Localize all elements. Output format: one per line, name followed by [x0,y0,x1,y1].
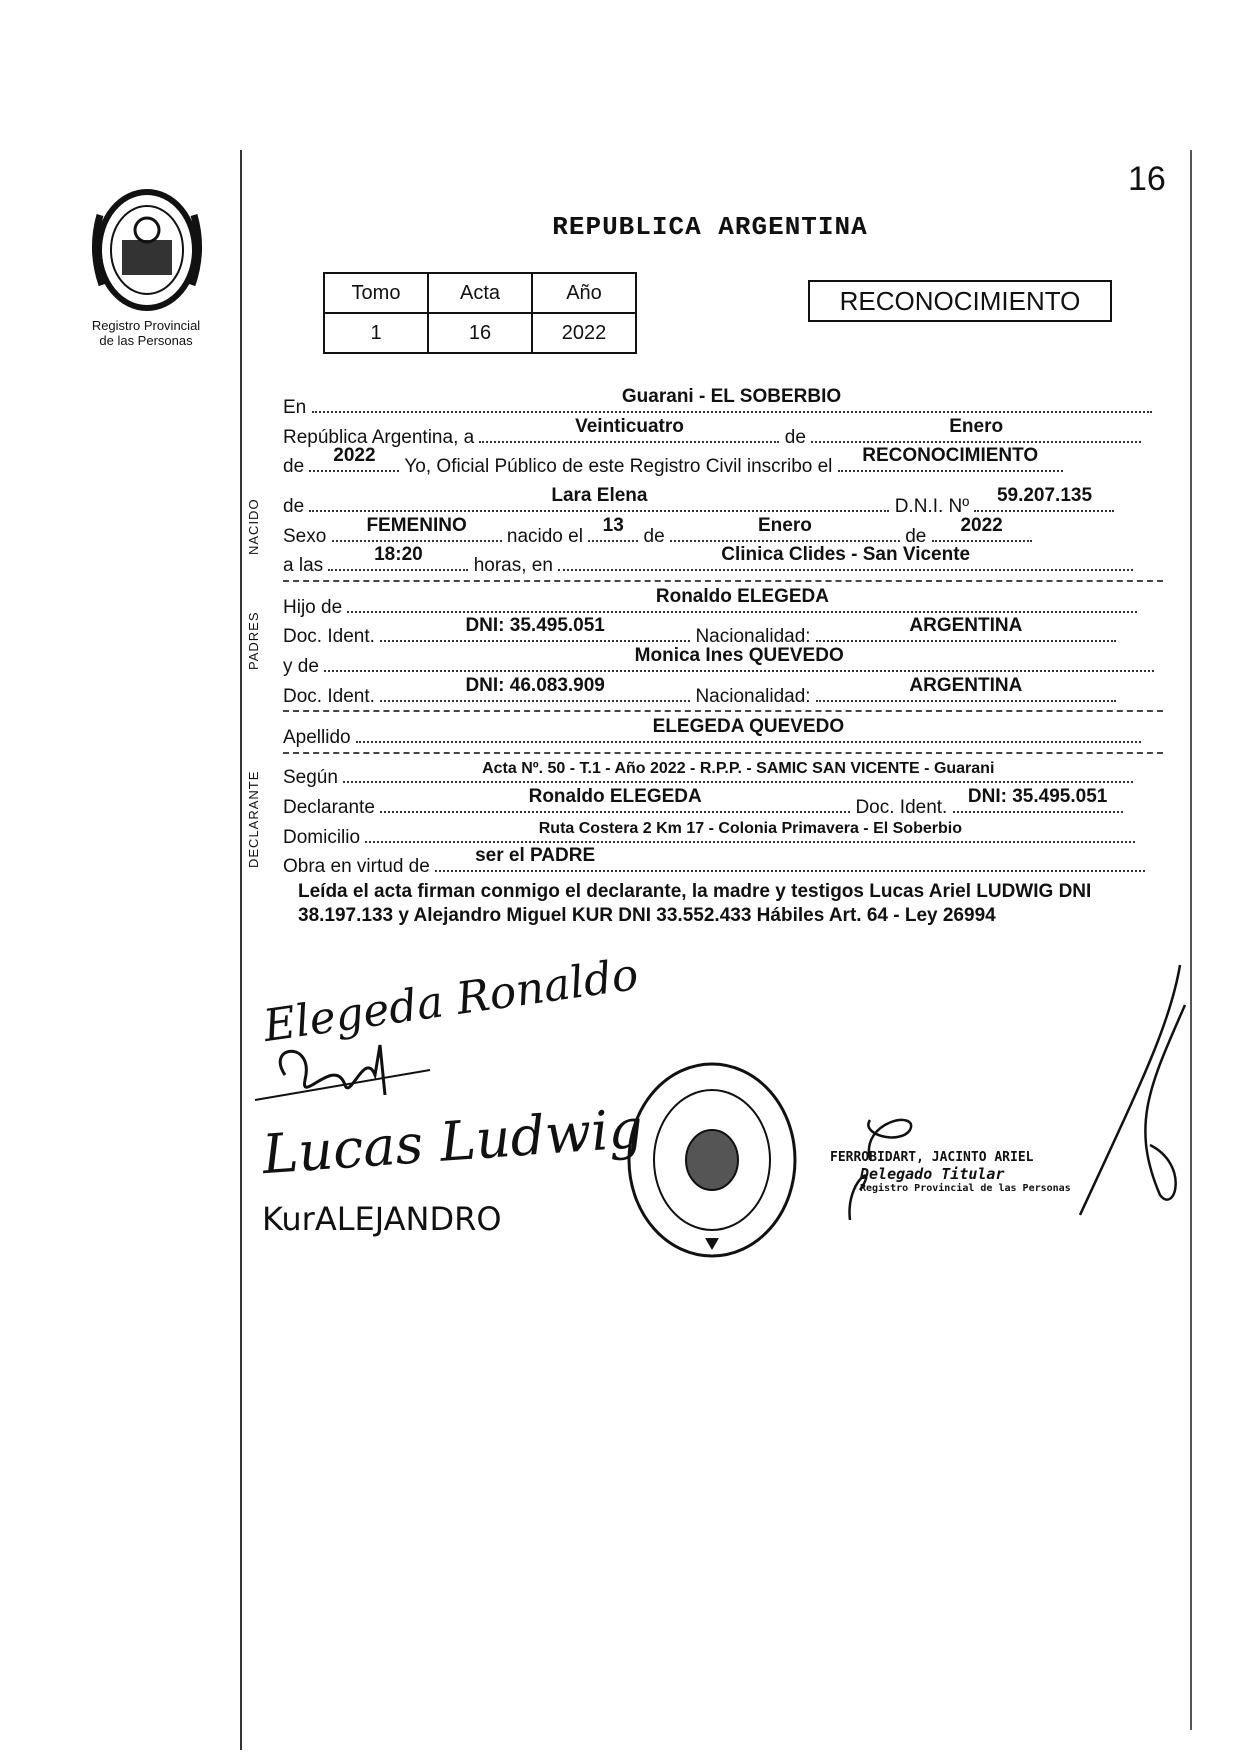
signature-testigo-kur: KurALEJANDRO [262,1200,502,1238]
value-nombre: Lara Elena [551,485,648,506]
signature-madre-icon [255,1035,435,1115]
label-doc-ident-padre: Doc. Ident. [283,626,375,647]
label-sexo: Sexo [283,526,327,547]
label-horas: horas, en [473,555,553,576]
label-a-las: a las [283,555,324,576]
label-oficial: Yo, Oficial Público de este Registro Civil inscribo el [404,456,833,477]
field-declarante-doc [953,786,1123,813]
value-segun: Acta Nº. 50 - T.1 - Año 2022 - R.P.P. - SAMIC SAN VICENTE - Guarani [482,760,995,777]
field-padre-nac [816,615,1116,642]
side-label-padres: PADRES [246,611,261,670]
value-lugar: Guarani - EL SOBERBIO [621,386,842,407]
official-stamp-block [830,1150,1090,1194]
official-round-stamp-icon [625,1060,800,1260]
label-de3: de [905,526,927,547]
field-madre-nac [816,675,1116,702]
logo-label-line2: de las Personas [99,333,193,348]
field-hora [328,544,468,571]
field-padre [347,586,1137,613]
row-hora [283,544,1163,577]
row-madre-doc [283,675,1163,708]
label-doc-ident-declarante: Doc. Ident. [855,797,948,818]
field-nombre [309,485,889,512]
value-apellido: ELEGEDA QUEVEDO [652,716,845,737]
label-obra: Obra en virtud de [283,856,430,877]
document-title: REPUBLICA ARGENTINA [552,212,868,242]
field-madre-doc [380,675,690,702]
value-mes: Enero [949,416,1004,437]
field-madre [324,645,1154,672]
logo-label [60,318,232,348]
acta-value-acta: 16 [428,313,532,353]
field-dni [974,485,1114,512]
tipo-box: RECONOCIMIENTO [808,280,1112,322]
label-nacido: nacido el [506,526,583,547]
field-apellido [356,716,1141,743]
value-domicilio: Ruta Costera 2 Km 17 - Colonia Primavera - El Soberbio [538,820,962,837]
official-name: FERROBIDART, JACINTO ARIEL [830,1150,1034,1165]
signature-declarante: Elegeda Ronaldo [260,948,642,1053]
acta-header-acta: Acta [428,273,532,313]
value-declarante: Ronaldo ELEGEDA [528,786,702,807]
value-padre-doc: DNI: 35.495.051 [465,615,605,636]
field-lugar [312,386,1152,413]
field-tipo-inscripcion [838,445,1063,472]
label-nacionalidad-madre: Nacionalidad: [695,686,811,707]
field-nac-dia [588,515,638,542]
acta-table [323,272,637,354]
signature-testigo-ludwig: Lucas Ludwig [260,1096,645,1187]
official-org: Registro Provincial de las Personas [860,1183,1071,1194]
value-nac-dia: 13 [602,515,624,536]
value-madre-nac: ARGENTINA [909,675,1023,696]
value-lugar-nac: Clinica Clides - San Vicente [721,544,971,565]
closing-text: Leída el acta firman conmigo el declarante, la madre y testigos Lucas Ariel LUDWIG DNI 38.197.133 y Alejandro Miguel KUR DNI 33.552.433 Hábiles Art. 64 - Ley 26994 [298,881,1092,926]
row-obra [283,845,1163,878]
label-hijo-de: Hijo de [283,597,343,618]
right-edge-line [1190,150,1192,1730]
label-dni: D.N.I. Nº [894,496,970,517]
label-segun: Según [283,767,338,788]
official-role: Delegado Titular [860,1165,1005,1183]
label-domicilio: Domicilio [283,827,361,848]
value-madre-doc: DNI: 46.083.909 [465,675,605,696]
field-anio [309,445,399,472]
field-nac-anio [932,515,1032,542]
separator-nacido [283,580,1163,582]
label-apellido: Apellido [283,727,351,748]
field-nac-mes [670,515,900,542]
acta-header-tomo: Tomo [324,273,428,313]
field-domicilio [365,820,1135,843]
row-declarante [283,786,1163,819]
value-hora: 18:20 [374,544,423,565]
field-segun [343,760,1133,783]
margin-line [240,150,242,1750]
acta-value-anio: 2022 [532,313,636,353]
label-de-year: de [283,456,305,477]
field-padre-doc [380,615,690,642]
field-lugar-nac [558,544,1133,571]
acta-value-tomo: 1 [324,313,428,353]
value-obra: ser el PADRE [475,845,596,866]
provincial-registry-seal-icon [90,185,205,315]
value-dia: Veinticuatro [575,416,684,437]
row-apellido [283,716,1163,749]
field-sexo [332,515,502,542]
page-number: 16 [1128,160,1166,198]
field-obra [435,845,1145,872]
value-madre: Monica Ines QUEVEDO [634,645,844,666]
label-declarante: Declarante [283,797,375,818]
value-nac-anio: 2022 [960,515,1003,536]
value-sexo: FEMENINO [366,515,467,536]
field-mes [811,416,1141,443]
value-declarante-doc: DNI: 35.495.051 [967,786,1108,807]
value-padre: Ronaldo ELEGEDA [655,586,829,607]
acta-header-anio: Año [532,273,636,313]
label-de-name: de [283,496,305,517]
label-de2: de [643,526,665,547]
value-nac-mes: Enero [757,515,812,536]
separator-padres [283,710,1163,712]
field-declarante [380,786,850,813]
label-republica: República Argentina, a [283,427,475,448]
label-de: de [784,427,806,448]
field-dia [479,416,779,443]
label-doc-ident-madre: Doc. Ident. [283,686,375,707]
row-anio [283,445,1163,478]
label-en: En [283,397,307,418]
label-nacionalidad-padre: Nacionalidad: [695,626,811,647]
side-label-declarante: DECLARANTE [246,770,261,868]
label-y-de: y de [283,656,319,677]
value-padre-nac: ARGENTINA [909,615,1023,636]
logo-label-line1: Registro Provincial [91,318,201,333]
value-dni: 59.207.135 [996,485,1093,506]
separator-apellido [283,752,1163,754]
value-anio: 2022 [333,445,376,466]
value-tipo-inscripcion: RECONOCIMIENTO [862,445,1039,466]
side-label-nacido: NACIDO [246,498,261,555]
